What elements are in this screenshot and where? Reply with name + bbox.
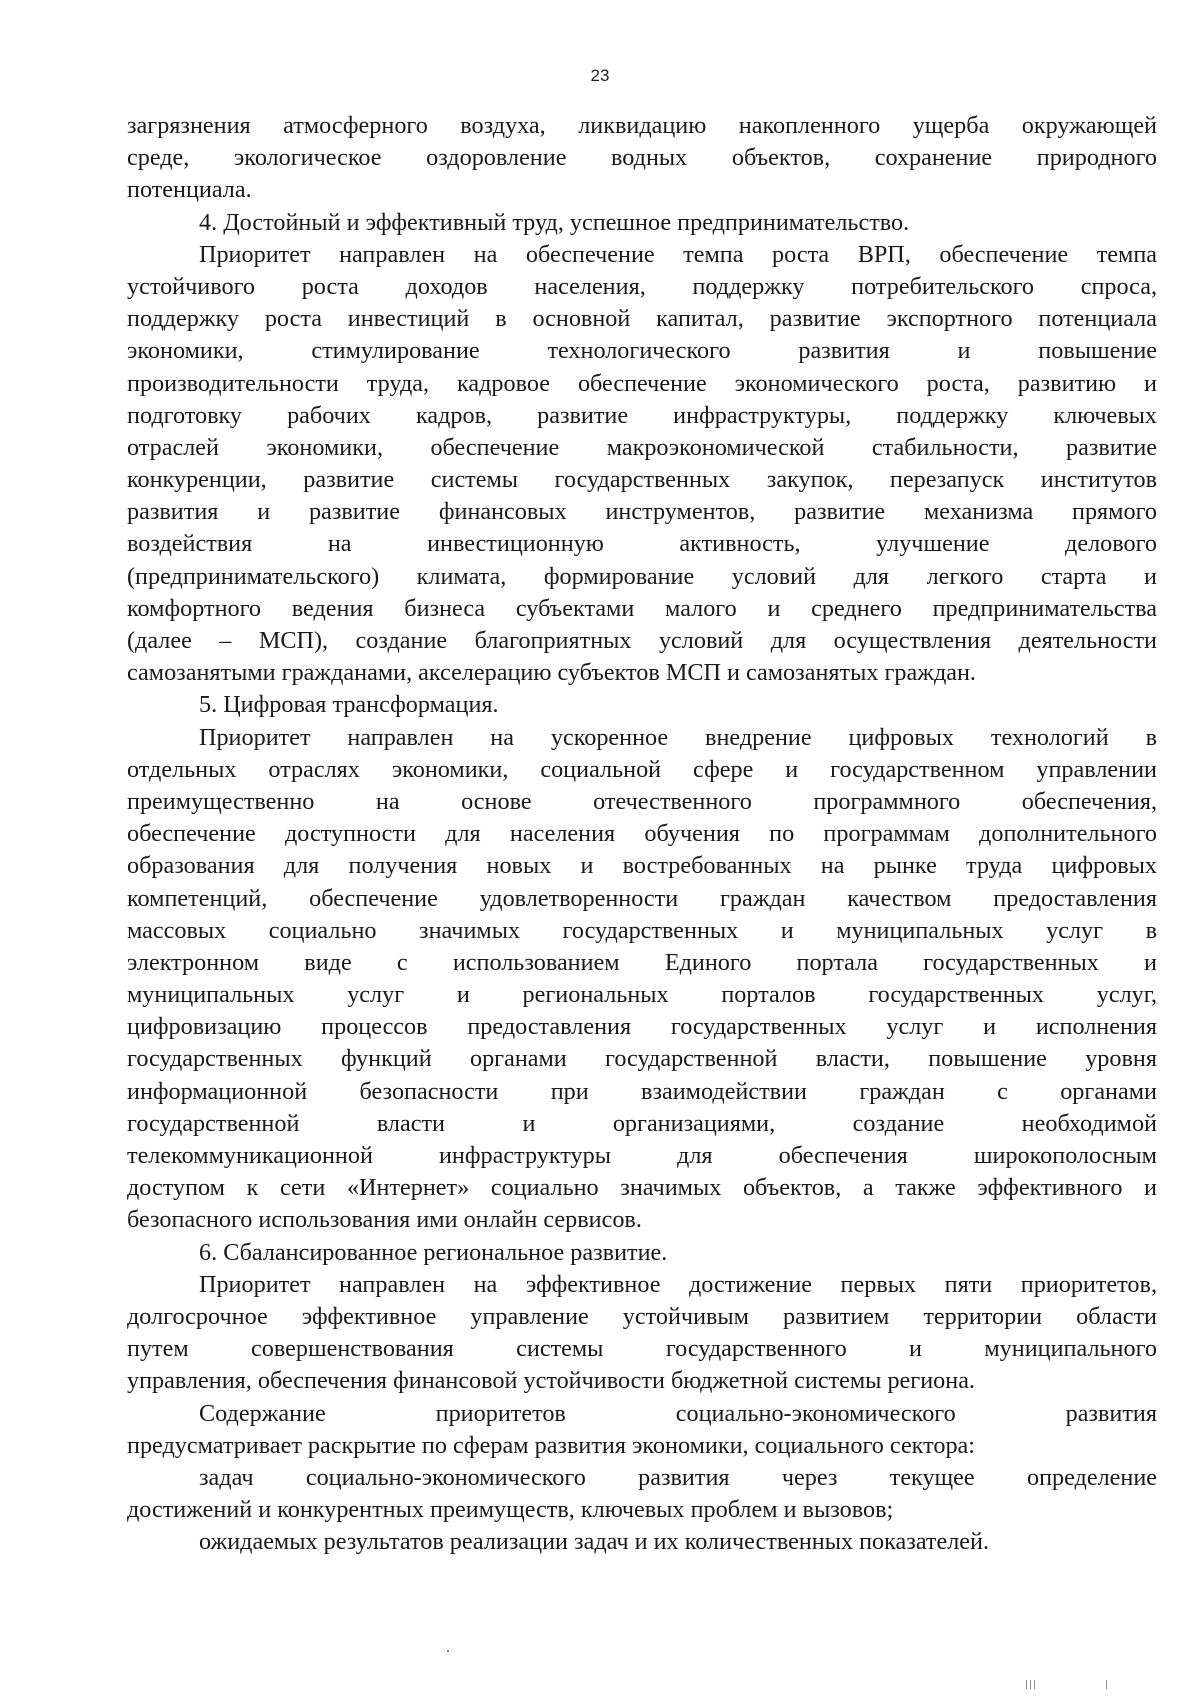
- text-line: 6. Сбалансированное региональное развитие.: [199, 1238, 668, 1266]
- text-line: воздействия на инвестиционную активность, улучшение делового: [127, 530, 1157, 558]
- text-line: подготовку рабочих кадров, развитие инфраструктуры, поддержку ключевых: [127, 401, 1157, 429]
- text-line: (далее – МСП), создание благоприятных условий для осуществления деятельности: [127, 627, 1157, 654]
- text-line: 4. Достойный и эффективный труд, успешное предпринимательство.: [199, 208, 910, 236]
- text-line: отраслей экономики, обеспечение макроэкономической стабильности, развитие: [127, 433, 1157, 461]
- scan-edge-marks: [1026, 1679, 1116, 1689]
- text-line: конкуренции, развитие системы государственных закупок, перезапуск институтов: [127, 466, 1157, 494]
- text-line: государственных функций органами государственной власти, повышение уровня: [127, 1045, 1157, 1073]
- scan-speck: [447, 1650, 449, 1652]
- text-line: преимущественно на основе отечественного программного обеспечения,: [127, 787, 1157, 815]
- text-line: комфортного ведения бизнеса субъектами малого и среднего предпринимательства: [127, 594, 1157, 622]
- text-line: Приоритет направлен на эффективное достижение первых пяти приоритетов,: [199, 1270, 1157, 1298]
- text-line: развития и развитие финансовых инструментов, развитие механизма прямого: [127, 498, 1157, 526]
- text-line: цифровизацию процессов предоставления государственных услуг и исполнения: [127, 1013, 1157, 1041]
- text-line: самозанятыми гражданами, акселерацию субъектов МСП и самозанятых граждан.: [127, 659, 976, 687]
- text-line: ожидаемых результатов реализации задач и их количественных показателей.: [199, 1528, 990, 1556]
- text-line: безопасного использования ими онлайн сервисов.: [127, 1206, 642, 1234]
- text-line: телекоммуникационной инфраструктуры для обеспечения широкополосным: [127, 1142, 1157, 1169]
- text-line: загрязнения атмосферного воздуха, ликвидацию накопленного ущерба окружающей: [127, 112, 1157, 139]
- text-line: обеспечение доступности для населения обучения по программам дополнительного: [127, 820, 1157, 848]
- page-number: 23: [590, 66, 610, 85]
- text-line: поддержку роста инвестиций в основной капитал, развитие экспортного потенциала: [127, 305, 1157, 333]
- text-line: путем совершенствования системы государственного и муниципального: [127, 1335, 1157, 1363]
- text-line: потенциала.: [127, 176, 252, 204]
- text-line: Приоритет направлен на обеспечение темпа роста ВРП, обеспечение темпа: [199, 240, 1157, 268]
- text-line: задач социально-экономического развития через текущее определение: [199, 1463, 1157, 1491]
- text-line: образования для получения новых и востребованных на рынке труда цифровых: [127, 852, 1157, 880]
- text-line: массовых социально значимых государственных и муниципальных услуг в: [127, 916, 1157, 944]
- text-line: долгосрочное эффективное управление устойчивым развитием территории области: [127, 1302, 1157, 1330]
- document-body: [127, 110, 1157, 1558]
- text-line: компетенций, обеспечение удовлетворенности граждан качеством предоставления: [127, 884, 1157, 912]
- text-line: (предпринимательского) климата, формирование условий для легкого старта и: [127, 562, 1157, 590]
- text-line: Содержание приоритетов социально-экономического развития: [199, 1399, 1157, 1427]
- text-line: доступом к сети «Интернет» социально значимых объектов, а также эффективного и: [127, 1174, 1157, 1202]
- text-line: производительности труда, кадровое обеспечение экономического роста, развитию и: [127, 369, 1157, 397]
- text-line: государственной власти и организациями, создание необходимой: [127, 1109, 1157, 1137]
- text-line: среде, экологическое оздоровление водных объектов, сохранение природного: [127, 144, 1157, 172]
- text-line: 5. Цифровая трансформация.: [199, 691, 499, 719]
- text-line: Приоритет направлен на ускоренное внедрение цифровых технологий в: [199, 723, 1157, 751]
- text-line: предусматривает раскрытие по сферам развития экономики, социального сектора:: [127, 1431, 976, 1459]
- text-line: экономики, стимулирование технологического развития и повышение: [127, 337, 1157, 365]
- text-line: информационной безопасности при взаимодействии граждан с органами: [127, 1077, 1157, 1105]
- text-line: управления, обеспечения финансовой устойчивости бюджетной системы региона.: [127, 1367, 975, 1395]
- text-line: устойчивого роста доходов населения, поддержку потребительского спроса,: [127, 272, 1157, 300]
- text-line: электронном виде с использованием Единого портала государственных и: [127, 948, 1157, 976]
- text-line: муниципальных услуг и региональных порталов государственных услуг,: [127, 981, 1157, 1009]
- text-line: достижений и конкурентных преимуществ, ключевых проблем и вызовов;: [127, 1496, 894, 1524]
- text-line: отдельных отраслях экономики, социальной сфере и государственном управлении: [127, 755, 1157, 783]
